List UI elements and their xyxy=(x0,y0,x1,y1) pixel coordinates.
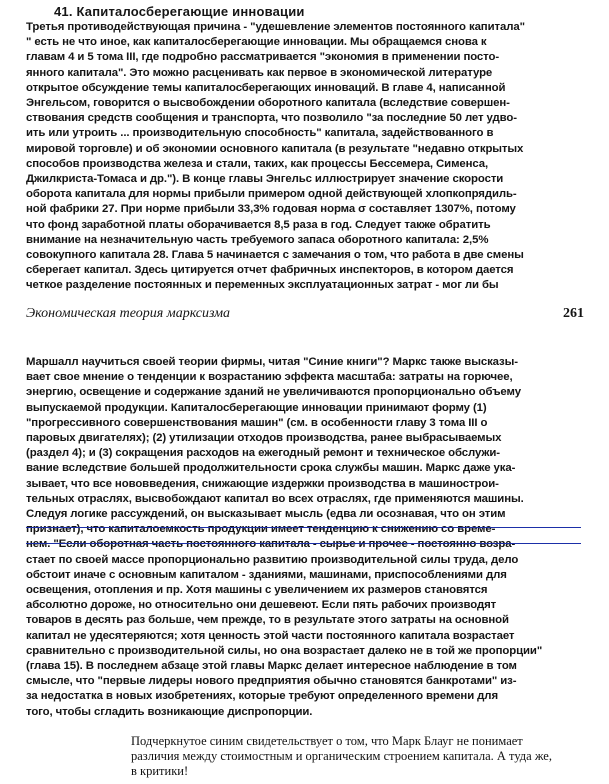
text-line: (глава 15). В последнем абзаце этой главы Маркс делает интересное наблюдение в том xyxy=(26,660,517,673)
comment-line: различия между стоимостным и органическим строением капитала. А туда же, xyxy=(131,749,552,763)
text-line: энергию, освещение и содержание зданий не увеличиваются пропорционально объему xyxy=(26,386,521,399)
text-line: зывает, что все нововведения, снижающие издержки производства в машинострои- xyxy=(26,477,499,490)
text-line: абсолютно дороже, но относительно они дешевеют. Если пять рабочих производят xyxy=(26,599,497,612)
text-line: " есть не что иное, как капиталосберегающие инновации. Мы обращаемся снова к xyxy=(26,36,487,49)
text-line: способов производства железа и стали, таких, как процессы Бессемера, Сименса, xyxy=(26,157,489,170)
text-line: капитал не удесятеряются; хотя ценность этой части постоянного капитала возрастает xyxy=(26,629,515,642)
text-line: того, чтобы сгладить возникающие диспропорции. xyxy=(26,705,313,718)
text-line: Джилкриста-Томаса и др."). В конце главы Энгельс иллюстрирует значение скорости xyxy=(26,173,504,186)
continuation-paragraph xyxy=(26,355,588,720)
text-line: нем. "Если оборотная часть постоянного капитала - сырье и прочее - постоянно возра- xyxy=(26,538,516,551)
text-line: вает свое мнение о тенденции к возрастанию эффекта масштаба: затраты на горючее, xyxy=(26,371,513,384)
text-line: освещения, отопления и пр. Хотя машины с увеличением их размеров становятся xyxy=(26,584,488,597)
text-line: Маршалл научиться своей теории фирмы, читая "Синие книги"? Маркс также высказы- xyxy=(26,356,518,368)
text-line: выпускаемой продукции. Капиталосберегающие инновации принимают форму (1) xyxy=(26,401,487,414)
text-line: главам 4 и 5 тома III, где подробно рассматривается "экономия в применении посто- xyxy=(26,51,500,64)
text-line: совокупного капитала 28. Глава 5 начинается с замечания о том, что работа в две смены xyxy=(26,249,524,262)
text-line: ствования средств сообщения и транспорта, что позволило "за последние 50 лет удво- xyxy=(26,112,517,125)
page-footer xyxy=(26,306,586,328)
text-line: обстоит иначе с основным капиталом - зданиями, машинами, приспособлениями для xyxy=(26,568,507,581)
blue-underline-2 xyxy=(26,543,581,544)
text-line: внимание на незначительную часть требуемого запаса оборотного капитала: 2,5% xyxy=(26,233,489,246)
text-line: мировой торговле) и об экономии основного капитала (в результате "недавно открытых xyxy=(26,142,524,155)
text-line: Следуя логике рассуждений, он высказывает мысль (едва ли осознавая, что он этим xyxy=(26,508,506,521)
text-line: ить или утроить ... производительную способность" капитала, задействованного в xyxy=(26,127,494,140)
page-number: 261 xyxy=(563,306,584,321)
blue-underline-1 xyxy=(26,527,581,528)
text-line: открытое обсуждение темы капиталосберегающих инноваций. В главе 4, написанной xyxy=(26,81,506,94)
text-line: тельных отраслях, высвобождают капитал во всех отраслях, где применяются машины. xyxy=(26,492,524,505)
text-line: ной фабрики 27. При норме прибыли 33,3% годовая норма σ составляет 1307%, потому xyxy=(26,203,516,216)
text-line: вание вследствие большей продолжительности срока службы машин. Маркс даже ука- xyxy=(26,462,516,475)
text-line: Энгельсом, говорится о высвобождении оборотного капитала (вследствие совершен- xyxy=(26,97,510,110)
handwritten-comment xyxy=(131,734,601,779)
text-line: смысле, что "первые лидеры нового предприятия обычно становятся банкротами" из- xyxy=(26,675,517,688)
text-line: четкое разделение постоянных и переменных эксплуатационных затрат - мог ли бы xyxy=(26,279,499,292)
text-line: сберегает капитал. Здесь цитируется отчет фабричных инспекторов, в котором дается xyxy=(26,264,514,277)
text-line: оборота капитала для нормы прибыли примером одной действующей хлопкопрядиль- xyxy=(26,188,517,201)
comment-line: Подчеркнутое синим свидетельствует о том, что Марк Блауг не понимает xyxy=(131,734,523,748)
section-paragraph xyxy=(26,20,588,294)
text-line: Третья противодействующая причина - "удешевление элементов постоянного капитала" xyxy=(26,21,525,33)
running-title: Экономическая теория марксизма xyxy=(26,306,231,321)
text-line: "прогрессивного совершенствования машин" (см. в особенности главу 3 тома III о xyxy=(26,416,488,429)
text-line: стает по своей массе пропорционально развитию производительной силы труда, дело xyxy=(26,553,519,566)
text-line: янного капитала". Это можно расценивать как первое в экономической литературе xyxy=(26,66,493,79)
section-heading: 41. Капиталосберегающие инновации xyxy=(54,4,305,19)
comment-line: в критики! xyxy=(131,764,189,778)
text-line: признает), что капиталоемкость продукции имеет тенденцию к снижению со време- xyxy=(26,523,496,536)
text-line: (раздел 4); и (3) сокращения расходов на ежегодный ремонт и техническое обслужи- xyxy=(26,447,500,460)
text-line: паровых двигателях); (2) утилизации отходов производства, ранее выбрасываемых xyxy=(26,432,502,445)
text-line: сравнительно с производительной силы, но она возрастает далеко не в той же пропорции" xyxy=(26,644,543,657)
section-block xyxy=(26,4,588,294)
continuation-block xyxy=(26,355,588,720)
text-line: товаров в десять раз больше, чем прежде, то в результате этого затраты на основной xyxy=(26,614,509,627)
text-line: за недостатка в новых изобретениях, которые требуют определенного времени для xyxy=(26,690,498,703)
text-line: что фонд заработной платы оборачивается 8,5 раза в год. Следует также обратить xyxy=(26,218,491,231)
